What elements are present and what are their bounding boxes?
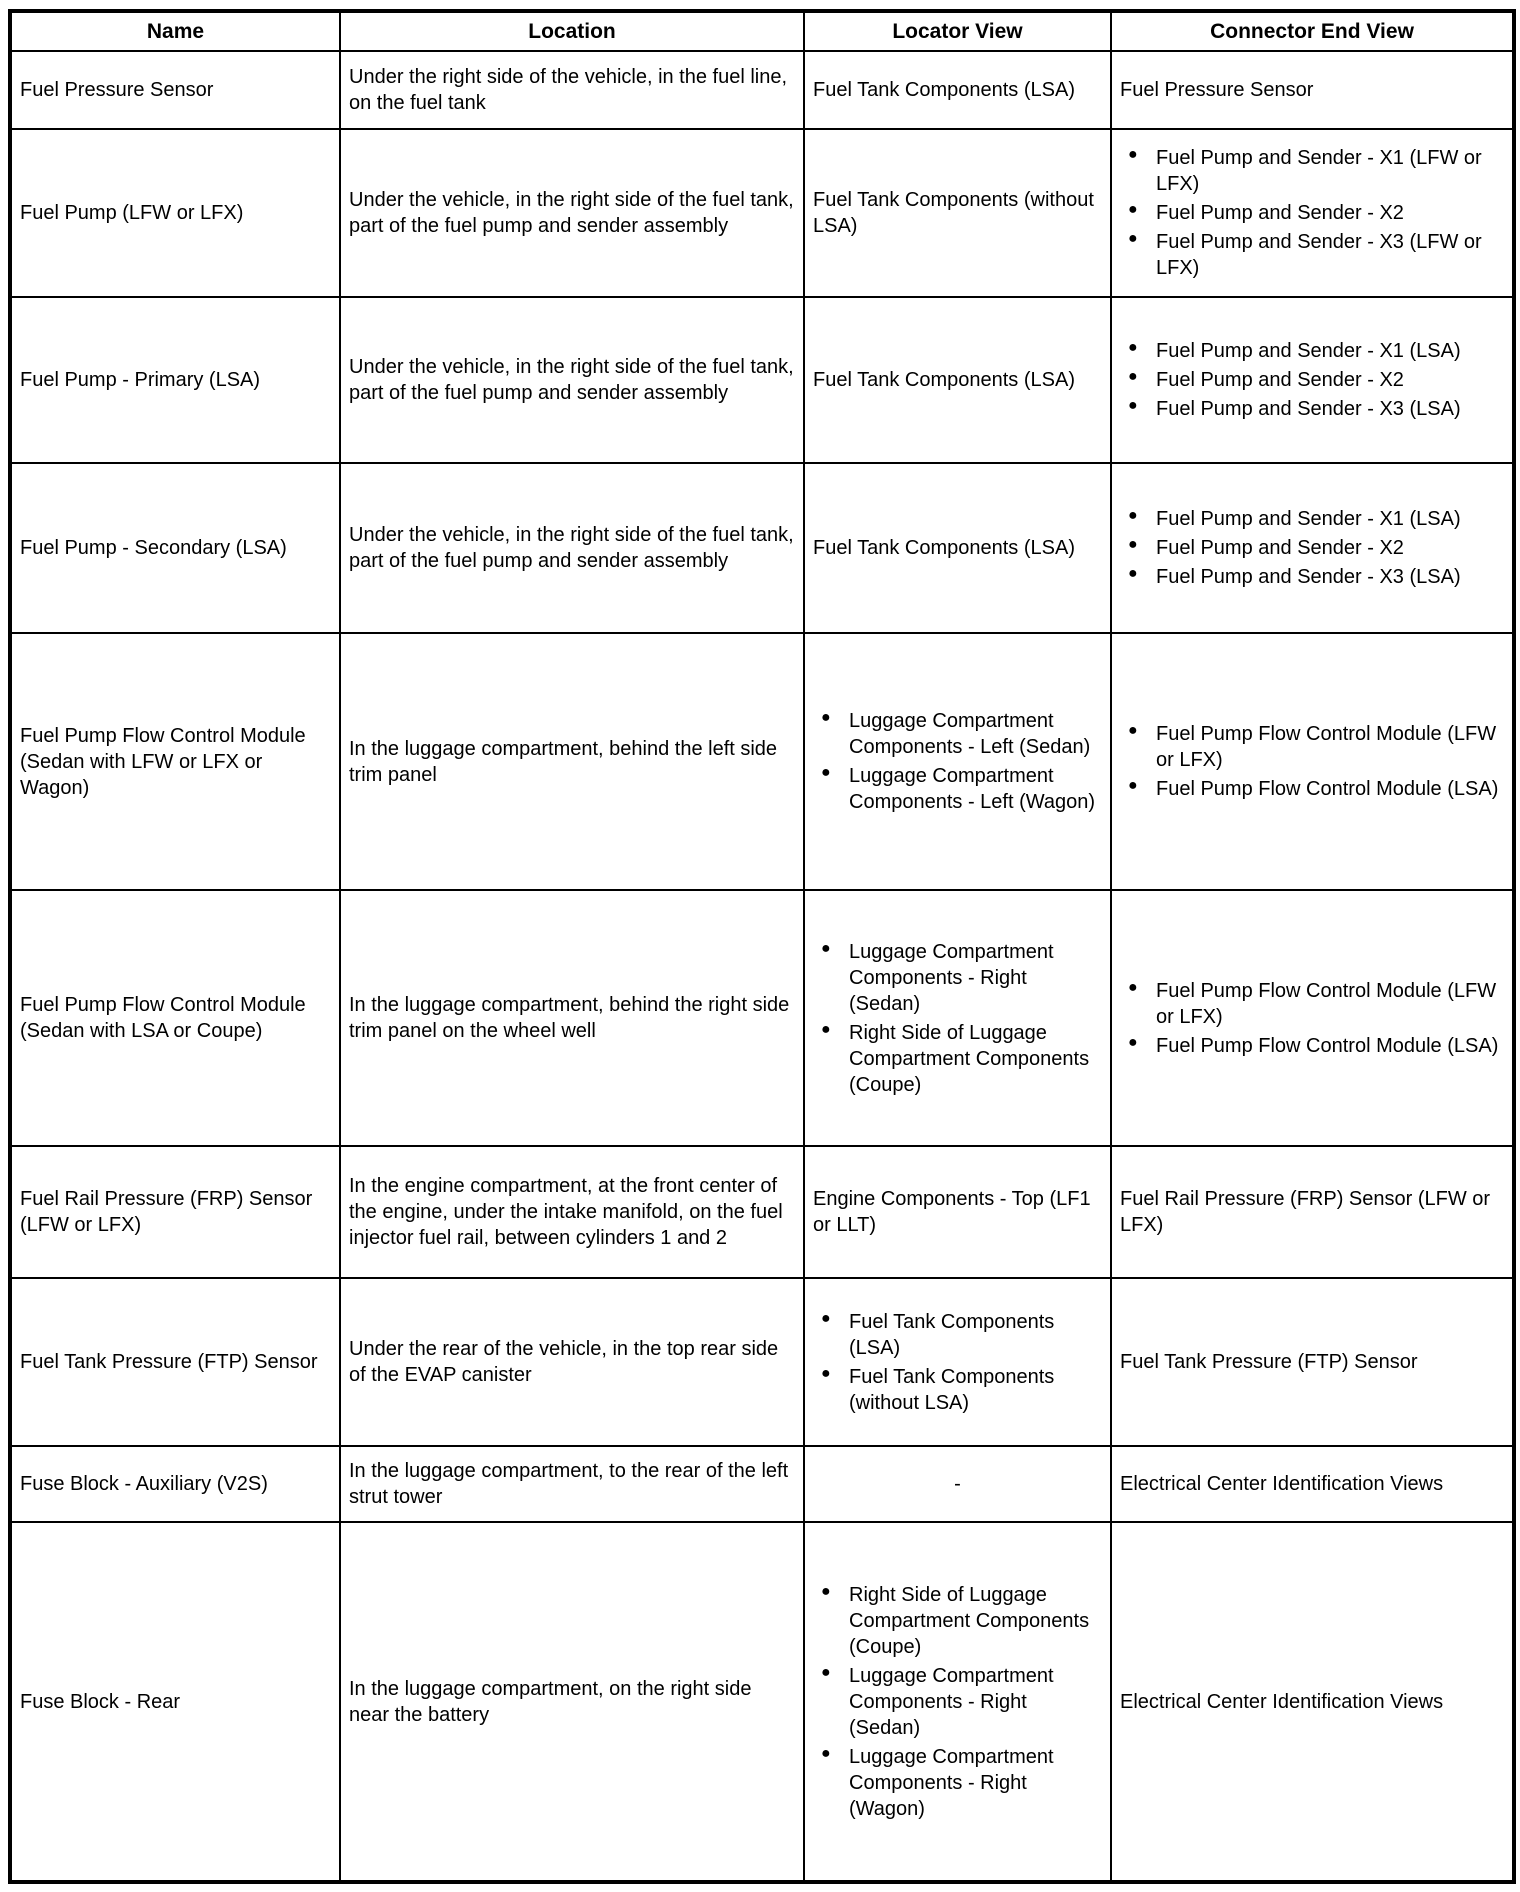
list-item: ● Fuel Pump Flow Control Module (LFW or LFX) [1120,978,1504,1030]
cell-name: Fuel Pump (LFW or LFX) [10,129,340,297]
cell-location: Under the vehicle, in the right side of the fuel tank, part of the fuel pump and sender assembly [340,463,804,633]
list-item: ● Fuel Pump and Sender - X1 (LFW or LFX) [1120,145,1504,197]
cell-connector-end-view: Fuel Pressure Sensor [1111,51,1514,129]
list-item: ● Fuel Pump and Sender - X2 [1120,200,1504,226]
header-connector-end-view: Connector End View [1111,11,1514,51]
cell-name: Fuse Block - Rear [10,1522,340,1882]
cell-location: Under the vehicle, in the right side of the fuel tank, part of the fuel pump and sender assembly [340,297,804,463]
list-item: ● Right Side of Luggage Compartment Components (Coupe) [813,1582,1102,1660]
list-item: ● Right Side of Luggage Compartment Components (Coupe) [813,1020,1102,1098]
cell-locator-view: Fuel Tank Components (LSA) [804,463,1111,633]
list-item: ● Fuel Pump Flow Control Module (LSA) [1120,776,1504,802]
cell-name: Fuel Rail Pressure (FRP) Sensor (LFW or LFX) [10,1146,340,1278]
cell-connector-end-view [1111,633,1514,890]
table-row [10,51,1514,129]
cell-location: In the engine compartment, at the front center of the engine, under the intake manifold, on the fuel injector fuel rail, between cylinders 1 and 2 [340,1146,804,1278]
list-item: ● Fuel Tank Components (without LSA) [813,1364,1102,1416]
connector-list [1120,721,1504,802]
list-item: ● Fuel Pump and Sender - X2 [1120,367,1504,393]
list-item: ● Fuel Tank Components (LSA) [813,1309,1102,1361]
list-item: ● Fuel Pump and Sender - X3 (LSA) [1120,396,1504,422]
table-row [10,1146,1514,1278]
list-item: ● Fuel Pump and Sender - X3 (LFW or LFX) [1120,229,1504,281]
cell-name: Fuse Block - Auxiliary (V2S) [10,1446,340,1522]
cell-connector-end-view: Fuel Rail Pressure (FRP) Sensor (LFW or LFX) [1111,1146,1514,1278]
cell-name: Fuel Pump - Primary (LSA) [10,297,340,463]
cell-name: Fuel Pump Flow Control Module (Sedan with LSA or Coupe) [10,890,340,1146]
table-row [10,890,1514,1146]
header-location: Location [340,11,804,51]
cell-name: Fuel Pressure Sensor [10,51,340,129]
list-item: ● Luggage Compartment Components - Right (Sedan) [813,939,1102,1017]
cell-locator-view [804,1522,1111,1882]
cell-locator-view: Fuel Tank Components (without LSA) [804,129,1111,297]
cell-location: In the luggage compartment, behind the right side trim panel on the wheel well [340,890,804,1146]
connector-list [1120,506,1504,590]
list-item: ● Fuel Pump and Sender - X1 (LSA) [1120,506,1504,532]
connector-list [1120,978,1504,1059]
cell-locator-view: Fuel Tank Components (LSA) [804,51,1111,129]
cell-locator-view [804,633,1111,890]
cell-name: Fuel Tank Pressure (FTP) Sensor [10,1278,340,1446]
cell-connector-end-view [1111,890,1514,1146]
cell-connector-end-view [1111,129,1514,297]
list-item: ● Fuel Pump and Sender - X2 [1120,535,1504,561]
list-item: ● Luggage Compartment Components - Left (Wagon) [813,763,1102,815]
cell-locator-view [804,890,1111,1146]
header-locator-view: Locator View [804,11,1111,51]
cell-locator-view: Fuel Tank Components (LSA) [804,297,1111,463]
cell-connector-end-view: Electrical Center Identification Views [1111,1522,1514,1882]
table-row [10,1522,1514,1882]
cell-location: Under the rear of the vehicle, in the top rear side of the EVAP canister [340,1278,804,1446]
cell-location: In the luggage compartment, to the rear of the left strut tower [340,1446,804,1522]
header-row [10,11,1514,51]
connector-list [1120,338,1504,422]
table-row [10,297,1514,463]
cell-location: Under the vehicle, in the right side of the fuel tank, part of the fuel pump and sender assembly [340,129,804,297]
table-row [10,633,1514,890]
cell-location: In the luggage compartment, on the right side near the battery [340,1522,804,1882]
cell-name: Fuel Pump Flow Control Module (Sedan with LFW or LFX or Wagon) [10,633,340,890]
cell-locator-view: Engine Components - Top (LF1 or LLT) [804,1146,1111,1278]
cell-locator-view [804,1278,1111,1446]
list-item: ● Luggage Compartment Components - Left (Sedan) [813,708,1102,760]
list-item: ● Fuel Pump and Sender - X3 (LSA) [1120,564,1504,590]
table-row [10,463,1514,633]
locator-list [813,939,1102,1098]
table-row [10,1446,1514,1522]
list-item: ● Fuel Pump Flow Control Module (LSA) [1120,1033,1504,1059]
cell-connector-end-view [1111,297,1514,463]
header-name: Name [10,11,340,51]
table-row [10,129,1514,297]
cell-connector-end-view: Fuel Tank Pressure (FTP) Sensor [1111,1278,1514,1446]
cell-connector-end-view [1111,463,1514,633]
connector-list [1120,145,1504,281]
connector-location-table [8,9,1516,1884]
locator-list [813,1582,1102,1822]
cell-locator-view: - [804,1446,1111,1522]
cell-location: Under the right side of the vehicle, in the fuel line, on the fuel tank [340,51,804,129]
table-row [10,1278,1514,1446]
cell-name: Fuel Pump - Secondary (LSA) [10,463,340,633]
list-item: ● Fuel Pump Flow Control Module (LFW or LFX) [1120,721,1504,773]
list-item: ● Luggage Compartment Components - Right (Wagon) [813,1744,1102,1822]
list-item: ● Fuel Pump and Sender - X1 (LSA) [1120,338,1504,364]
locator-list [813,708,1102,815]
list-item: ● Luggage Compartment Components - Right (Sedan) [813,1663,1102,1741]
locator-list [813,1309,1102,1416]
cell-location: In the luggage compartment, behind the left side trim panel [340,633,804,890]
cell-connector-end-view: Electrical Center Identification Views [1111,1446,1514,1522]
